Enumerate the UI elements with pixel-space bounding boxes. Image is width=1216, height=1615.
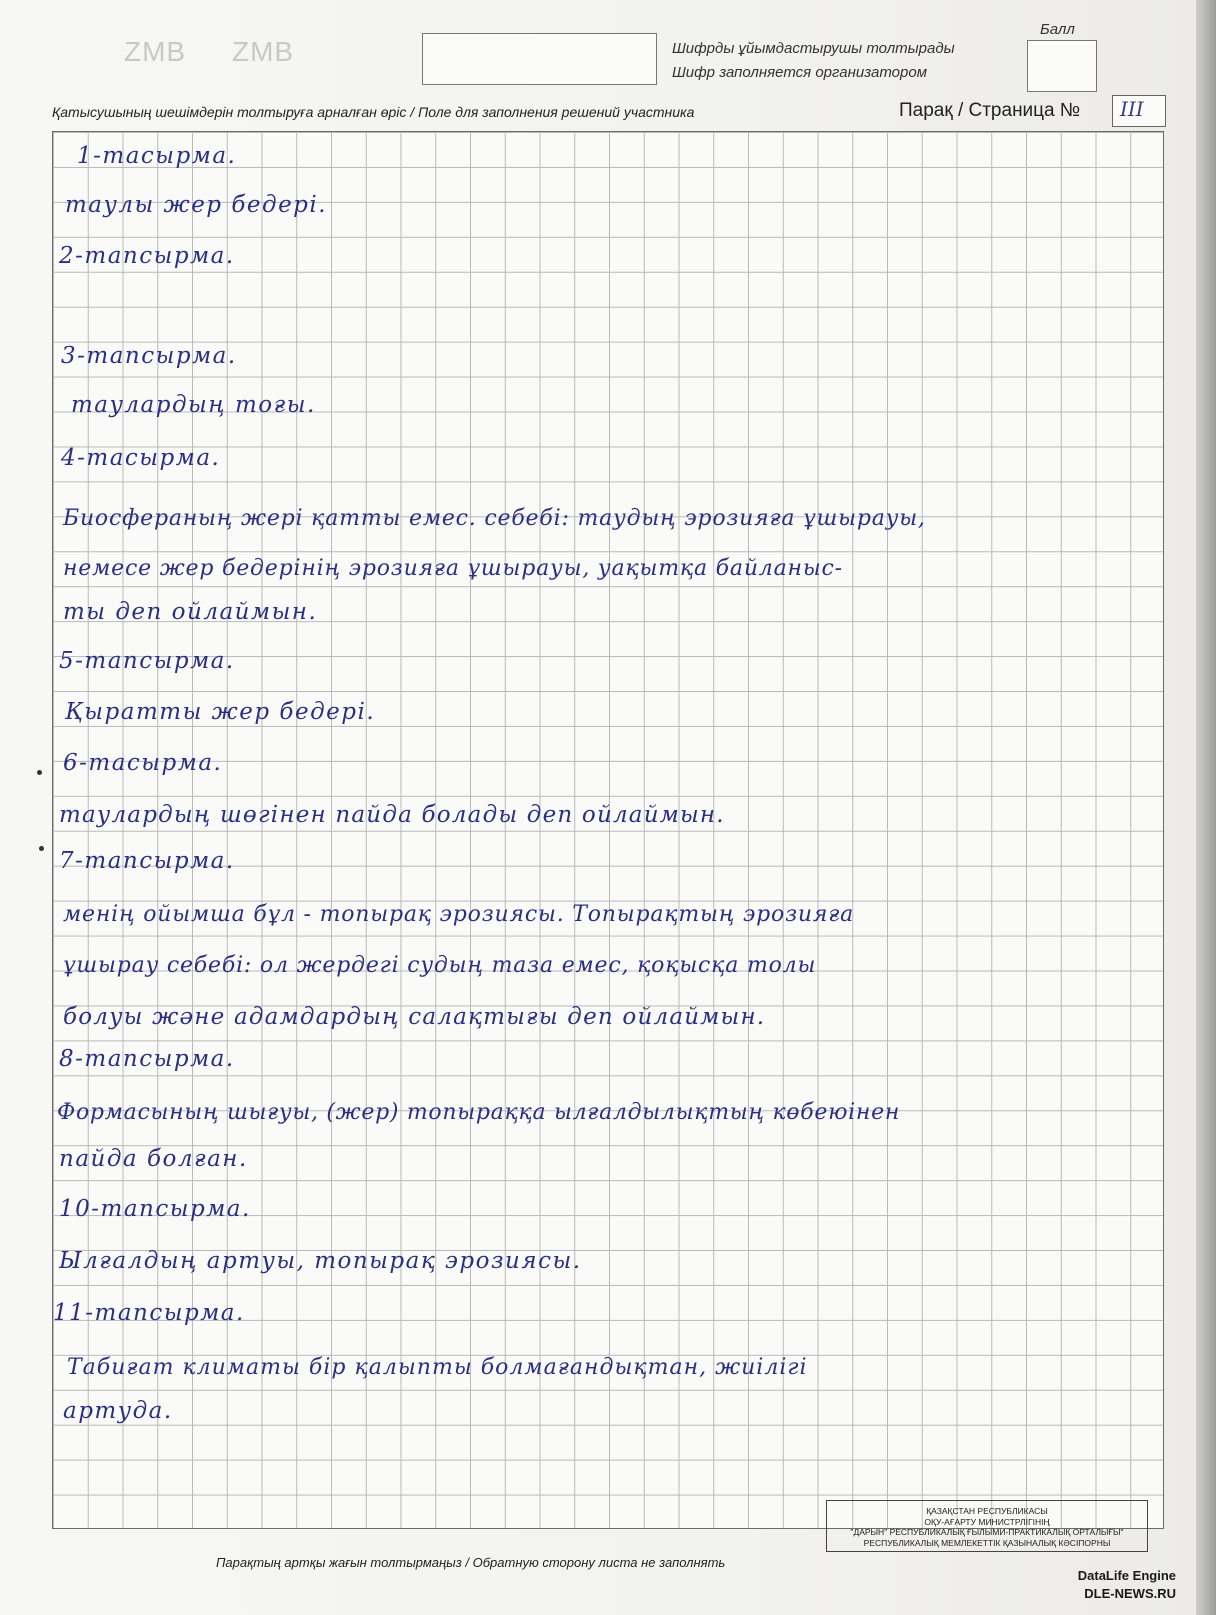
margin-dot	[37, 770, 42, 775]
site-watermark-line2: DLE-NEWS.RU	[1084, 1586, 1176, 1601]
stamp-line: ОҚУ-АҒАРТУ МИНИСТРЛІГІНІҢ	[924, 1516, 1050, 1527]
answer-line: Формасының шығуы, (жер) топыраққа ылғалдылықтың көбеюінен	[57, 1100, 901, 1125]
stamp-line: РЕСПУБЛИКАЛЫҚ МЕМЛЕКЕТТІК ҚАЗЫНАЛЫҚ КӘСІПОРНЫ	[863, 1537, 1111, 1548]
answer-grid	[52, 131, 1164, 1529]
answer-line: 2-тапсырма.	[59, 243, 235, 269]
stamp-line: "ДАРЫН" РЕСПУБЛИКАЛЫҚ ҒЫЛЫМИ-ПРАКТИКАЛЫҚ ОРТАЛЫҒЫ"	[850, 1527, 1124, 1537]
answer-line: ты деп ойлаймын.	[63, 599, 318, 625]
watermark-zmb-left: ZMB	[124, 36, 187, 67]
answer-line: 3-тапсырма.	[61, 343, 237, 369]
stamp-line: ҚАЗАҚСТАН РЕСПУБЛИКАСЫ	[926, 1506, 1048, 1516]
answer-line: 10-тапсырма.	[59, 1196, 251, 1222]
footer-note: Парақтың артқы жағын толтырмаңыз / Обратную сторону листа не заполнять	[216, 1555, 726, 1570]
score-box	[1027, 40, 1097, 92]
answer-line: менің ойымша бұл - топырақ эрозиясы. Топырақтың эрозияға	[63, 902, 855, 927]
cipher-caption-ru: Шифр заполняется организатором	[672, 64, 927, 81]
score-label: Балл	[1040, 21, 1075, 38]
field-caption: Қатысушының шешімдерін толтыруға арналған өріс / Поле для заполнения решений участника	[52, 104, 695, 120]
watermark-zmb-right: ZMB	[232, 36, 295, 67]
organization-stamp	[826, 1500, 1148, 1552]
answer-line: ұшырау себебі: ол жердегі судың таза емес, қоқысқа толы	[63, 953, 817, 978]
answer-line: болуы және адамдардың салақтығы деп ойлаймын.	[63, 1004, 766, 1030]
answer-line: пайда болған.	[59, 1146, 248, 1172]
answer-line: 5-тапсырма.	[59, 648, 235, 674]
answer-line: артуда.	[63, 1398, 173, 1424]
cipher-box	[422, 33, 657, 85]
answer-line: немесе жер бедерінің эрозияға ұшырауы, уақытқа байланыс-	[63, 556, 843, 581]
margin-dot	[39, 846, 44, 851]
paper-edge	[1196, 0, 1216, 1615]
answer-line: Ылғалдың артуы, топырақ эрозиясы.	[59, 1248, 582, 1274]
answer-line: таулардың шөгінен пайда болады деп ойлаймын.	[59, 802, 725, 828]
page-label: Парақ / Страница №	[899, 100, 1081, 121]
cipher-caption-kz: Шифрды ұйымдастырушы толтырады	[672, 40, 955, 57]
answer-line: таулы жер бедері.	[65, 192, 328, 218]
answer-line: 4-тасырма.	[61, 445, 221, 471]
answer-line: 6-тасырма.	[63, 750, 223, 776]
answer-line: 11-тапсырма.	[53, 1300, 245, 1326]
answer-line: 7-тапсырма.	[59, 848, 235, 874]
site-watermark-line1: DataLife Engine	[1077, 1568, 1176, 1583]
answer-line: Биосфераның жері қатты емес. себебі: таудың эрозияға ұшырауы,	[63, 506, 926, 531]
answer-line: 1-тасырма.	[77, 143, 237, 169]
answer-line: таулардың тоғы.	[71, 392, 316, 418]
answer-line: Қыратты жер бедері.	[65, 699, 376, 725]
answer-line: Табиғат климаты бір қалыпты болмағандықтан, жиілігі	[67, 1355, 808, 1380]
page-number: III	[1120, 97, 1144, 121]
answer-line: 8-тапсырма.	[59, 1046, 235, 1072]
